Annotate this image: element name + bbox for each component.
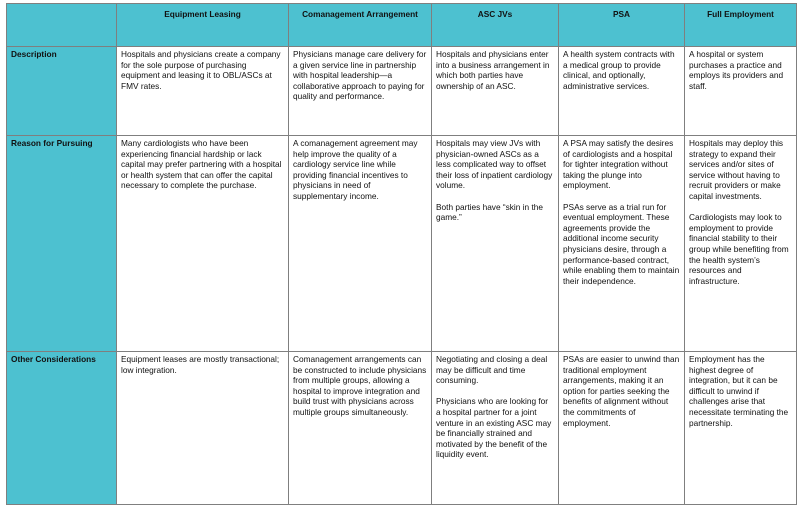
table-cell [117,47,289,136]
cell-text: Physicians manage care delivery for a given service line in partnership with hospital leadership—a collaborative approach to paying for quality and performance. [293,49,427,102]
comparison-table [6,3,797,505]
table-row-description [7,47,797,136]
table-cell [289,47,432,136]
column-header: Comanagement Arrangement [289,4,432,47]
column-header: Full Employment [685,4,797,47]
table-cell [432,136,559,352]
table-cell [432,352,559,505]
cell-text: Many cardiologists who have been experiencing financial hardship or lack capital may prefer partnering with a hospital or health system that can offer the capital necessary to complete the purchase. [121,138,282,191]
table-cell [685,47,797,136]
cell-text: Hospitals and physicians enter into a business arrangement in which both parties have ownership of an ASC. [436,49,550,91]
cell-text: Both parties have “skin in the game.” [436,201,543,223]
column-header: Equipment Leasing [117,4,289,47]
table-row-other-considerations [7,352,797,505]
row-header: Description [7,47,117,136]
header-row [7,4,797,47]
comparison-table-container [6,3,796,505]
cell-text: Physicians who are looking for a hospital partner for a joint venture in an existing ASC may be financially strained and motivated by the benefit of the liquidity event. [436,396,552,460]
cell-text: PSAs serve as a trial run for eventual employment. These agreements provide the additional income security physicians desire, through a performance-based contract, while enabling them to maintain their independence. [563,201,680,286]
table-cell [432,47,559,136]
table-cell [559,136,685,352]
cell-text: A comanagement agreement may help improve the quality of a cardiology service line while providing financial incentives to physicians in need of supplementary income. [293,138,418,201]
cell-text: A hospital or system purchases a practice and employs its providers and staff. [689,49,784,91]
table-cell [685,136,797,352]
row-header: Reason for Pursuing [7,136,117,352]
table-row-reason-for-pursuing [7,136,797,352]
cell-text: Hospitals may deploy this strategy to expand their services and/or sites of service without having to recruit providers or make capital investments. [689,138,784,201]
cell-text: Negotiating and closing a deal may be difficult and time consuming. [436,354,548,386]
table-cell [117,352,289,505]
cell-text: Equipment leases are mostly transactional; low integration. [121,354,280,375]
cell-text: A health system contracts with a medical group to provide clinical, and optionally, administrative services. [563,49,675,91]
row-header: Other Considerations [7,352,117,505]
table-cell [289,136,432,352]
corner-cell [7,4,117,47]
cell-text: Hospitals and physicians create a company for the sole purpose of purchasing equipment and leasing it to OBL/ASCs at FMV rates. [121,49,281,91]
cell-text: PSAs are easier to unwind than traditional employment arrangements, making it an option for parties seeking the benefits of alignment without the commitments of employment. [563,354,680,428]
table-cell [289,352,432,505]
table-cell [559,352,685,505]
column-header: ASC JVs [432,4,559,47]
table-cell [685,352,797,505]
column-header: PSA [559,4,685,47]
cell-text: A PSA may satisfy the desires of cardiologists and a hospital for tighter integration without taking the plunge into employment. [563,138,674,191]
table-cell [559,47,685,136]
cell-text: Cardiologists may look to employment to provide financial stability to their group while benefiting from the health system’s resources and infrastructure. [689,212,789,286]
cell-text: Hospitals may view JVs with physician-owned ASCs as a less complicated way to offset their loss of inpatient cardiology volume. [436,138,553,191]
cell-text: Employment has the highest degree of integration, but it can be difficult to unwind if challenges arise that necessitate terminating the partnership. [689,354,789,428]
table-cell [117,136,289,352]
cell-text: Comanagement arrangements can be constructed to include physicians from multiple groups, allowing a hospital to improve integration and build trust with physicians across multiple groups simultaneously. [293,354,427,417]
